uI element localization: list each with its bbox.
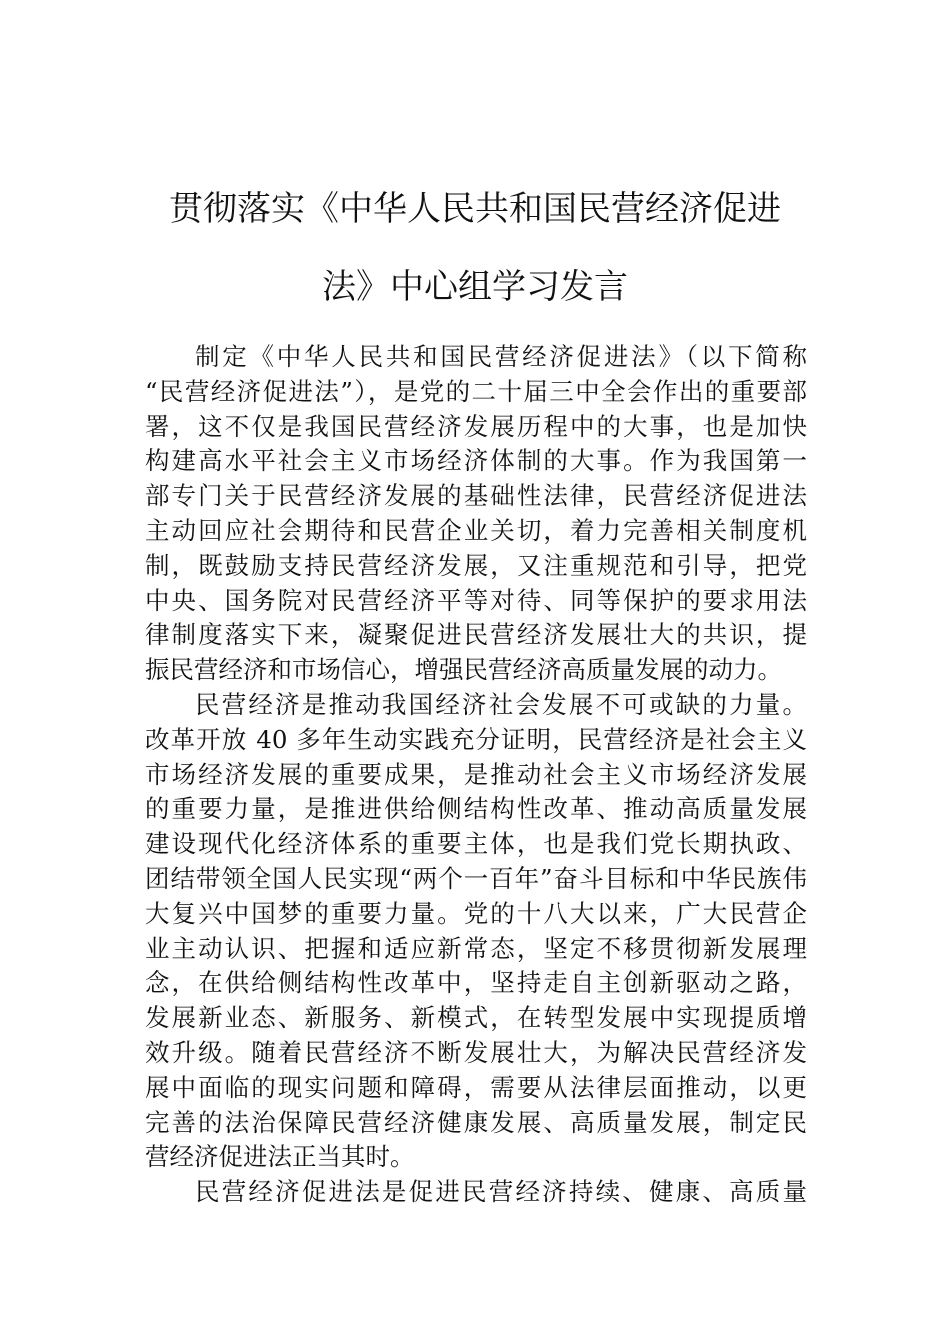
paragraph-2-line: 市场经济发展的重要成果，是推动社会主义市场经济发展	[145, 759, 807, 789]
paragraph-1-line: 制定《中华人民共和国民营经济促进法》（以下简称	[195, 342, 807, 371]
paragraph-2-line: 的重要力量，是推进供给侧结构性改革、推动高质量发展	[145, 794, 807, 824]
paragraph-1-line: 署，这不仅是我国民营经济发展历程中的大事，也是加快	[145, 411, 807, 441]
paragraph-1-line: 振民营经济和市场信心，增强民营经济高质量发展的动力。	[145, 655, 782, 685]
paragraph-1-line: “民营经济促进法”），是党的二十届三中全会作出的重要部	[145, 376, 807, 406]
paragraph-1-line: 制，既鼓励支持民营经济发展，又注重规范和引导，把党	[145, 550, 807, 580]
paragraph-1-line: 律制度落实下来，凝聚促进民营经济发展壮大的共识，提	[145, 620, 807, 650]
paragraph-2-line: 业主动认识、把握和适应新常态，坚定不移贯彻新发展理	[145, 933, 807, 963]
document-body	[145, 340, 807, 1210]
paragraph-1-line: 构建高水平社会主义市场经济体制的大事。作为我国第一	[145, 446, 807, 476]
paragraph-3-line: 民营经济促进法是促进民营经济持续、健康、高质量	[195, 1177, 807, 1207]
paragraph-2-line: 民营经济是推动我国经济社会发展不可或缺的力量。	[195, 689, 807, 719]
paragraph-2-line: 营经济促进法正当其时。	[145, 1142, 415, 1172]
paragraph-2-line: 效升级。随着民营经济不断发展壮大，为解决民营经济发	[145, 1037, 807, 1067]
paragraph-2-line: 完善的法治保障民营经济健康发展、高质量发展，制定民	[145, 1107, 807, 1137]
title-line: 贯彻落实《中华人民共和国民营经济促进	[169, 189, 781, 229]
paragraph-2-line: 展中面临的现实问题和障碍，需要从法律层面推动，以更	[145, 1072, 807, 1102]
paragraph-2-line: 发展新业态、新服务、新模式，在转型发展中实现提质增	[145, 1003, 807, 1033]
paragraph-2-line: 团结带领全国人民实现“两个一百年”奋斗目标和中华民族伟	[145, 863, 807, 893]
paragraph-2-line: 大复兴中国梦的重要力量。党的十八大以来，广大民营企	[145, 898, 807, 928]
document-title	[140, 170, 810, 326]
paragraph-1-line: 部专门关于民营经济发展的基础性法律，民营经济促进法	[145, 481, 807, 511]
paragraph-1-line: 主动回应社会期待和民营企业关切，着力完善相关制度机	[145, 515, 807, 545]
paragraph-2-line: 改革开放 40 多年生动实践充分证明，民营经济是社会主义	[145, 724, 807, 754]
title-line: 法》中心组学习发言	[322, 267, 628, 307]
paragraph-2-line: 念，在供给侧结构性改革中，坚持走自主创新驱动之路，	[145, 968, 807, 998]
paragraph-2-line: 建设现代化经济体系的重要主体，也是我们党长期执政、	[145, 829, 807, 859]
paragraph-1-line: 中央、国务院对民营经济平等对待、同等保护的要求用法	[145, 585, 807, 615]
